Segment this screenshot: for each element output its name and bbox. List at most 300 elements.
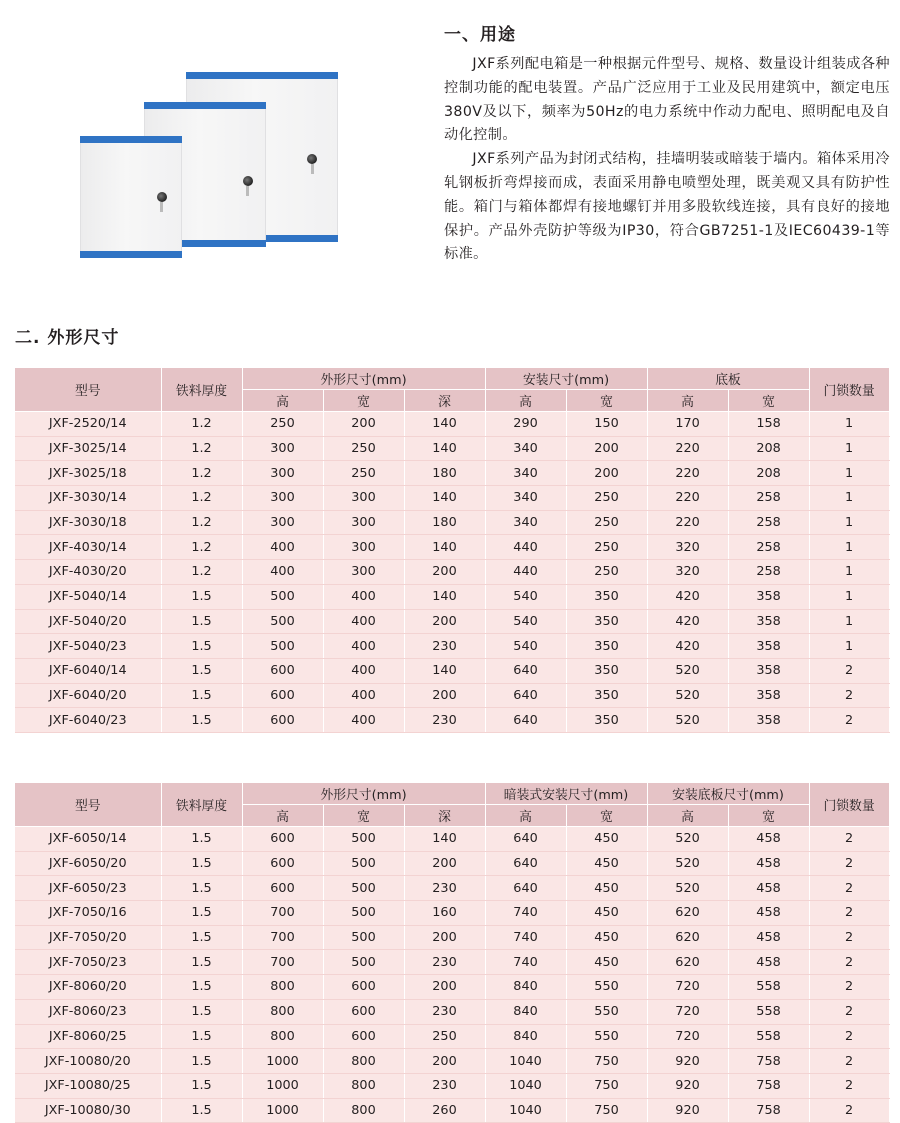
cell-thickness: 1.2 xyxy=(161,461,242,486)
cell-depth: 140 xyxy=(404,535,485,560)
cell-base-height: 520 xyxy=(647,683,728,708)
cell-thickness: 1.5 xyxy=(161,1098,242,1123)
cell-base-width: 458 xyxy=(728,925,809,950)
cell-base-height: 620 xyxy=(647,925,728,950)
cell-height: 700 xyxy=(242,950,323,975)
cell-lock-count: 2 xyxy=(809,827,889,852)
cell-depth: 230 xyxy=(404,950,485,975)
cell-depth: 200 xyxy=(404,975,485,1000)
cell-width: 400 xyxy=(323,708,404,733)
cell-install-width: 350 xyxy=(566,584,647,609)
cell-width: 600 xyxy=(323,999,404,1024)
table-row xyxy=(15,412,889,437)
cell-depth: 260 xyxy=(404,1098,485,1123)
cell-depth: 140 xyxy=(404,827,485,852)
cell-base-height: 620 xyxy=(647,901,728,926)
cell-base-width: 558 xyxy=(728,1024,809,1049)
lock-icon xyxy=(243,176,253,186)
cell-model: JXF-6040/14 xyxy=(15,658,161,683)
cell-install-height: 840 xyxy=(485,1024,566,1049)
cell-install-width: 250 xyxy=(566,535,647,560)
cell-model: JXF-5040/23 xyxy=(15,634,161,659)
table-row xyxy=(15,436,889,461)
cell-depth: 140 xyxy=(404,436,485,461)
cell-base-width: 758 xyxy=(728,1049,809,1074)
table-row xyxy=(15,708,889,733)
table-row xyxy=(15,510,889,535)
cell-lock-count: 2 xyxy=(809,901,889,926)
header-model: 型号 xyxy=(15,368,161,412)
cell-base-height: 720 xyxy=(647,1024,728,1049)
cell-lock-count: 2 xyxy=(809,950,889,975)
cell-base-height: 420 xyxy=(647,584,728,609)
cell-lock-count: 2 xyxy=(809,708,889,733)
cell-model: JXF-7050/16 xyxy=(15,901,161,926)
cell-base-height: 920 xyxy=(647,1049,728,1074)
cell-width: 500 xyxy=(323,901,404,926)
cell-install-width: 450 xyxy=(566,925,647,950)
cell-base-width: 258 xyxy=(728,486,809,511)
cell-model: JXF-3025/14 xyxy=(15,436,161,461)
cell-base-height: 720 xyxy=(647,999,728,1024)
cell-height: 600 xyxy=(242,851,323,876)
cell-thickness: 1.2 xyxy=(161,510,242,535)
table-row xyxy=(15,535,889,560)
cell-depth: 200 xyxy=(404,609,485,634)
cell-install-width: 250 xyxy=(566,486,647,511)
cell-depth: 200 xyxy=(404,1049,485,1074)
cell-thickness: 1.5 xyxy=(161,901,242,926)
cell-thickness: 1.5 xyxy=(161,876,242,901)
cell-model: JXF-6040/20 xyxy=(15,683,161,708)
cell-width: 300 xyxy=(323,510,404,535)
cell-model: JXF-2520/14 xyxy=(15,412,161,437)
spec-table-2 xyxy=(15,783,890,1123)
cell-base-height: 520 xyxy=(647,708,728,733)
cell-install-height: 640 xyxy=(485,851,566,876)
cell-width: 400 xyxy=(323,584,404,609)
cell-base-width: 458 xyxy=(728,827,809,852)
cell-install-height: 540 xyxy=(485,584,566,609)
table-row xyxy=(15,634,889,659)
header-thickness: 铁料厚度 xyxy=(161,783,242,827)
cell-thickness: 1.2 xyxy=(161,412,242,437)
cell-base-width: 458 xyxy=(728,950,809,975)
intro-paragraph-1: JXF系列配电箱是一种根据元件型号、规格、数量设计组装成各种控制功能的配电装置。产品广泛应用于工业及民用建筑中，额定电压380V及以下，频率为50Hz的电力系统中作动力配电、照明配电及自动化控制。 xyxy=(444,56,890,144)
cell-height: 800 xyxy=(242,999,323,1024)
cell-base-height: 170 xyxy=(647,412,728,437)
cell-install-height: 340 xyxy=(485,461,566,486)
cell-base-width: 458 xyxy=(728,876,809,901)
table-row xyxy=(15,901,889,926)
table-row xyxy=(15,461,889,486)
cell-thickness: 1.5 xyxy=(161,1049,242,1074)
cell-depth: 200 xyxy=(404,851,485,876)
cell-thickness: 1.2 xyxy=(161,436,242,461)
cell-model: JXF-10080/25 xyxy=(15,1073,161,1098)
cell-base-height: 520 xyxy=(647,851,728,876)
cell-thickness: 1.5 xyxy=(161,925,242,950)
table-row xyxy=(15,486,889,511)
cell-base-width: 358 xyxy=(728,584,809,609)
cell-width: 500 xyxy=(323,950,404,975)
cell-depth: 200 xyxy=(404,560,485,585)
intro-text xyxy=(444,53,890,267)
cell-width: 300 xyxy=(323,535,404,560)
cell-install-width: 200 xyxy=(566,461,647,486)
header-outer-dimensions: 外形尺寸(mm) xyxy=(242,368,485,390)
cell-model: JXF-8060/23 xyxy=(15,999,161,1024)
cell-height: 700 xyxy=(242,901,323,926)
cell-depth: 230 xyxy=(404,708,485,733)
cell-thickness: 1.5 xyxy=(161,683,242,708)
cell-lock-count: 2 xyxy=(809,658,889,683)
cell-model: JXF-3030/18 xyxy=(15,510,161,535)
cell-install-width: 200 xyxy=(566,436,647,461)
header-outer-dimensions: 外形尺寸(mm) xyxy=(242,783,485,805)
cell-base-height: 520 xyxy=(647,827,728,852)
cell-install-width: 450 xyxy=(566,901,647,926)
cell-height: 250 xyxy=(242,412,323,437)
cell-lock-count: 2 xyxy=(809,925,889,950)
cell-thickness: 1.2 xyxy=(161,560,242,585)
cell-install-height: 1040 xyxy=(485,1073,566,1098)
cell-depth: 180 xyxy=(404,510,485,535)
cell-thickness: 1.2 xyxy=(161,535,242,560)
cell-install-height: 640 xyxy=(485,708,566,733)
cell-model: JXF-6050/20 xyxy=(15,851,161,876)
cell-depth: 140 xyxy=(404,658,485,683)
cell-width: 500 xyxy=(323,827,404,852)
cell-install-width: 350 xyxy=(566,683,647,708)
cell-install-height: 340 xyxy=(485,436,566,461)
cell-thickness: 1.5 xyxy=(161,609,242,634)
table-row xyxy=(15,1098,889,1123)
cell-height: 400 xyxy=(242,560,323,585)
table-row xyxy=(15,560,889,585)
cell-base-width: 458 xyxy=(728,851,809,876)
cell-width: 400 xyxy=(323,634,404,659)
table-row xyxy=(15,999,889,1024)
cell-install-width: 750 xyxy=(566,1098,647,1123)
subheader-width: 宽 xyxy=(728,805,809,827)
cell-install-height: 640 xyxy=(485,658,566,683)
cell-lock-count: 1 xyxy=(809,535,889,560)
table-row xyxy=(15,1024,889,1049)
cell-base-width: 758 xyxy=(728,1098,809,1123)
subheader-width: 宽 xyxy=(323,805,404,827)
cell-install-height: 1040 xyxy=(485,1049,566,1074)
cell-height: 800 xyxy=(242,975,323,1000)
cell-lock-count: 1 xyxy=(809,560,889,585)
cell-lock-count: 1 xyxy=(809,412,889,437)
cell-width: 800 xyxy=(323,1098,404,1123)
header-thickness: 铁料厚度 xyxy=(161,368,242,412)
cell-lock-count: 2 xyxy=(809,1024,889,1049)
cell-width: 200 xyxy=(323,412,404,437)
cell-width: 600 xyxy=(323,975,404,1000)
cell-lock-count: 1 xyxy=(809,584,889,609)
cell-base-width: 458 xyxy=(728,901,809,926)
cell-lock-count: 2 xyxy=(809,975,889,1000)
cell-height: 1000 xyxy=(242,1098,323,1123)
cell-thickness: 1.5 xyxy=(161,975,242,1000)
cell-thickness: 1.5 xyxy=(161,1073,242,1098)
cell-thickness: 1.5 xyxy=(161,658,242,683)
cell-install-width: 550 xyxy=(566,1024,647,1049)
cell-depth: 230 xyxy=(404,999,485,1024)
cell-depth: 230 xyxy=(404,634,485,659)
cell-install-width: 750 xyxy=(566,1073,647,1098)
cell-install-height: 440 xyxy=(485,535,566,560)
header-lock-count: 门锁数量 xyxy=(809,783,889,827)
cell-install-width: 450 xyxy=(566,876,647,901)
cell-width: 250 xyxy=(323,461,404,486)
table-row xyxy=(15,658,889,683)
cell-base-height: 220 xyxy=(647,510,728,535)
cell-base-width: 558 xyxy=(728,975,809,1000)
cell-model: JXF-6050/23 xyxy=(15,876,161,901)
cell-install-width: 250 xyxy=(566,510,647,535)
cell-height: 1000 xyxy=(242,1049,323,1074)
cell-depth: 160 xyxy=(404,901,485,926)
cell-thickness: 1.5 xyxy=(161,708,242,733)
cell-base-width: 358 xyxy=(728,634,809,659)
cell-install-height: 740 xyxy=(485,925,566,950)
cell-base-height: 220 xyxy=(647,486,728,511)
cell-lock-count: 1 xyxy=(809,634,889,659)
cell-model: JXF-10080/20 xyxy=(15,1049,161,1074)
cell-base-height: 720 xyxy=(647,975,728,1000)
cell-depth: 140 xyxy=(404,412,485,437)
subheader-width: 宽 xyxy=(566,390,647,412)
cell-install-width: 450 xyxy=(566,851,647,876)
cell-lock-count: 2 xyxy=(809,876,889,901)
cell-depth: 140 xyxy=(404,486,485,511)
cell-base-height: 420 xyxy=(647,634,728,659)
cell-lock-count: 2 xyxy=(809,1098,889,1123)
cell-install-width: 550 xyxy=(566,999,647,1024)
subheader-height: 高 xyxy=(647,805,728,827)
cell-depth: 230 xyxy=(404,1073,485,1098)
cell-install-width: 450 xyxy=(566,827,647,852)
subheader-height: 高 xyxy=(485,390,566,412)
cell-thickness: 1.5 xyxy=(161,1024,242,1049)
cell-height: 300 xyxy=(242,510,323,535)
cell-depth: 200 xyxy=(404,683,485,708)
cell-install-width: 350 xyxy=(566,634,647,659)
cell-base-width: 358 xyxy=(728,683,809,708)
cell-width: 500 xyxy=(323,925,404,950)
cell-height: 300 xyxy=(242,461,323,486)
subheader-depth: 深 xyxy=(404,390,485,412)
cell-height: 600 xyxy=(242,827,323,852)
cell-lock-count: 1 xyxy=(809,609,889,634)
cell-install-width: 250 xyxy=(566,560,647,585)
table-row xyxy=(15,609,889,634)
usage-heading: 一、用途 xyxy=(444,25,516,45)
cell-width: 300 xyxy=(323,560,404,585)
cell-height: 600 xyxy=(242,683,323,708)
cell-model: JXF-7050/23 xyxy=(15,950,161,975)
cell-install-height: 740 xyxy=(485,901,566,926)
cell-base-width: 358 xyxy=(728,658,809,683)
subheader-height: 高 xyxy=(242,805,323,827)
table-row xyxy=(15,851,889,876)
header-model: 型号 xyxy=(15,783,161,827)
cell-width: 400 xyxy=(323,683,404,708)
cell-install-width: 750 xyxy=(566,1049,647,1074)
cell-model: JXF-7050/20 xyxy=(15,925,161,950)
lock-icon xyxy=(157,192,167,202)
cell-width: 250 xyxy=(323,436,404,461)
cell-install-height: 540 xyxy=(485,609,566,634)
cell-thickness: 1.5 xyxy=(161,851,242,876)
subheader-height: 高 xyxy=(647,390,728,412)
header-base-plate-dimensions: 安装底板尺寸(mm) xyxy=(647,783,809,805)
cell-base-width: 358 xyxy=(728,609,809,634)
table-row xyxy=(15,950,889,975)
cell-base-height: 320 xyxy=(647,535,728,560)
table-row xyxy=(15,683,889,708)
cell-install-height: 840 xyxy=(485,999,566,1024)
product-image xyxy=(78,72,336,262)
cell-thickness: 1.5 xyxy=(161,634,242,659)
cell-height: 1000 xyxy=(242,1073,323,1098)
cell-base-height: 920 xyxy=(647,1073,728,1098)
cell-depth: 230 xyxy=(404,876,485,901)
cell-model: JXF-5040/14 xyxy=(15,584,161,609)
cell-thickness: 1.5 xyxy=(161,950,242,975)
cell-base-width: 358 xyxy=(728,708,809,733)
cell-install-width: 450 xyxy=(566,950,647,975)
dimensions-heading: 二. 外形尺寸 xyxy=(15,328,120,348)
cell-base-width: 258 xyxy=(728,560,809,585)
cell-lock-count: 2 xyxy=(809,851,889,876)
cell-lock-count: 2 xyxy=(809,1073,889,1098)
subheader-height: 高 xyxy=(485,805,566,827)
table-row xyxy=(15,1073,889,1098)
cell-install-height: 290 xyxy=(485,412,566,437)
subheader-width: 宽 xyxy=(323,390,404,412)
subheader-width: 宽 xyxy=(566,805,647,827)
cell-width: 500 xyxy=(323,851,404,876)
cell-thickness: 1.5 xyxy=(161,827,242,852)
header-install-dimensions: 安装尺寸(mm) xyxy=(485,368,647,390)
cell-base-width: 758 xyxy=(728,1073,809,1098)
cell-model: JXF-3030/14 xyxy=(15,486,161,511)
cell-install-height: 640 xyxy=(485,827,566,852)
table-row xyxy=(15,827,889,852)
cell-install-width: 350 xyxy=(566,658,647,683)
cell-base-height: 220 xyxy=(647,461,728,486)
cell-depth: 140 xyxy=(404,584,485,609)
cell-install-height: 340 xyxy=(485,486,566,511)
cell-install-height: 540 xyxy=(485,634,566,659)
cell-height: 300 xyxy=(242,486,323,511)
cell-install-height: 640 xyxy=(485,876,566,901)
cell-lock-count: 1 xyxy=(809,486,889,511)
cell-lock-count: 2 xyxy=(809,999,889,1024)
cell-height: 600 xyxy=(242,708,323,733)
cell-base-width: 208 xyxy=(728,461,809,486)
cell-model: JXF-8060/25 xyxy=(15,1024,161,1049)
cell-base-height: 520 xyxy=(647,658,728,683)
cell-height: 300 xyxy=(242,436,323,461)
cell-base-width: 258 xyxy=(728,510,809,535)
cell-model: JXF-6050/14 xyxy=(15,827,161,852)
cell-base-width: 158 xyxy=(728,412,809,437)
table-row xyxy=(15,975,889,1000)
cell-base-height: 620 xyxy=(647,950,728,975)
cell-lock-count: 1 xyxy=(809,461,889,486)
cell-height: 500 xyxy=(242,609,323,634)
cell-model: JXF-5040/20 xyxy=(15,609,161,634)
cell-width: 800 xyxy=(323,1049,404,1074)
subheader-width: 宽 xyxy=(728,390,809,412)
cell-height: 400 xyxy=(242,535,323,560)
cell-height: 500 xyxy=(242,634,323,659)
cell-lock-count: 1 xyxy=(809,510,889,535)
cell-install-height: 1040 xyxy=(485,1098,566,1123)
spec-table-1 xyxy=(15,368,890,733)
cell-width: 600 xyxy=(323,1024,404,1049)
table-row xyxy=(15,925,889,950)
cell-width: 800 xyxy=(323,1073,404,1098)
cell-height: 600 xyxy=(242,876,323,901)
cell-base-width: 258 xyxy=(728,535,809,560)
cell-depth: 200 xyxy=(404,925,485,950)
cell-height: 700 xyxy=(242,925,323,950)
lock-icon xyxy=(307,154,317,164)
cell-model: JXF-10080/30 xyxy=(15,1098,161,1123)
cell-base-height: 220 xyxy=(647,436,728,461)
cell-base-height: 320 xyxy=(647,560,728,585)
cell-base-width: 208 xyxy=(728,436,809,461)
cell-lock-count: 2 xyxy=(809,1049,889,1074)
cell-install-width: 350 xyxy=(566,609,647,634)
intro-paragraph-2: JXF系列产品为封闭式结构，挂墙明装或暗装于墙内。箱体采用冷轧钢板折弯焊接而成，表面采用静电喷塑处理，既美观又具有防护性能。箱门与箱体都焊有接地螺钉并用多股软线连接，具有良好的接地保护。产品外壳防护等级为IP30，符合GB7251-1及IEC60439-1等标准。 xyxy=(444,151,890,263)
cell-height: 600 xyxy=(242,658,323,683)
cell-lock-count: 2 xyxy=(809,683,889,708)
cell-install-width: 550 xyxy=(566,975,647,1000)
cell-width: 300 xyxy=(323,486,404,511)
header-concealed-install-dimensions: 暗装式安装尺寸(mm) xyxy=(485,783,647,805)
header-base-plate: 底板 xyxy=(647,368,809,390)
table-row xyxy=(15,1049,889,1074)
subheader-height: 高 xyxy=(242,390,323,412)
cell-thickness: 1.5 xyxy=(161,584,242,609)
cell-install-height: 740 xyxy=(485,950,566,975)
cell-install-height: 640 xyxy=(485,683,566,708)
cell-base-height: 520 xyxy=(647,876,728,901)
cell-model: JXF-4030/14 xyxy=(15,535,161,560)
cell-install-height: 440 xyxy=(485,560,566,585)
cell-base-width: 558 xyxy=(728,999,809,1024)
cell-install-width: 150 xyxy=(566,412,647,437)
cell-depth: 180 xyxy=(404,461,485,486)
cell-height: 500 xyxy=(242,584,323,609)
cell-lock-count: 1 xyxy=(809,436,889,461)
cell-base-height: 420 xyxy=(647,609,728,634)
subheader-depth: 深 xyxy=(404,805,485,827)
cell-width: 400 xyxy=(323,658,404,683)
cell-install-width: 350 xyxy=(566,708,647,733)
cell-depth: 250 xyxy=(404,1024,485,1049)
cell-thickness: 1.2 xyxy=(161,486,242,511)
table-row xyxy=(15,876,889,901)
cell-install-height: 340 xyxy=(485,510,566,535)
